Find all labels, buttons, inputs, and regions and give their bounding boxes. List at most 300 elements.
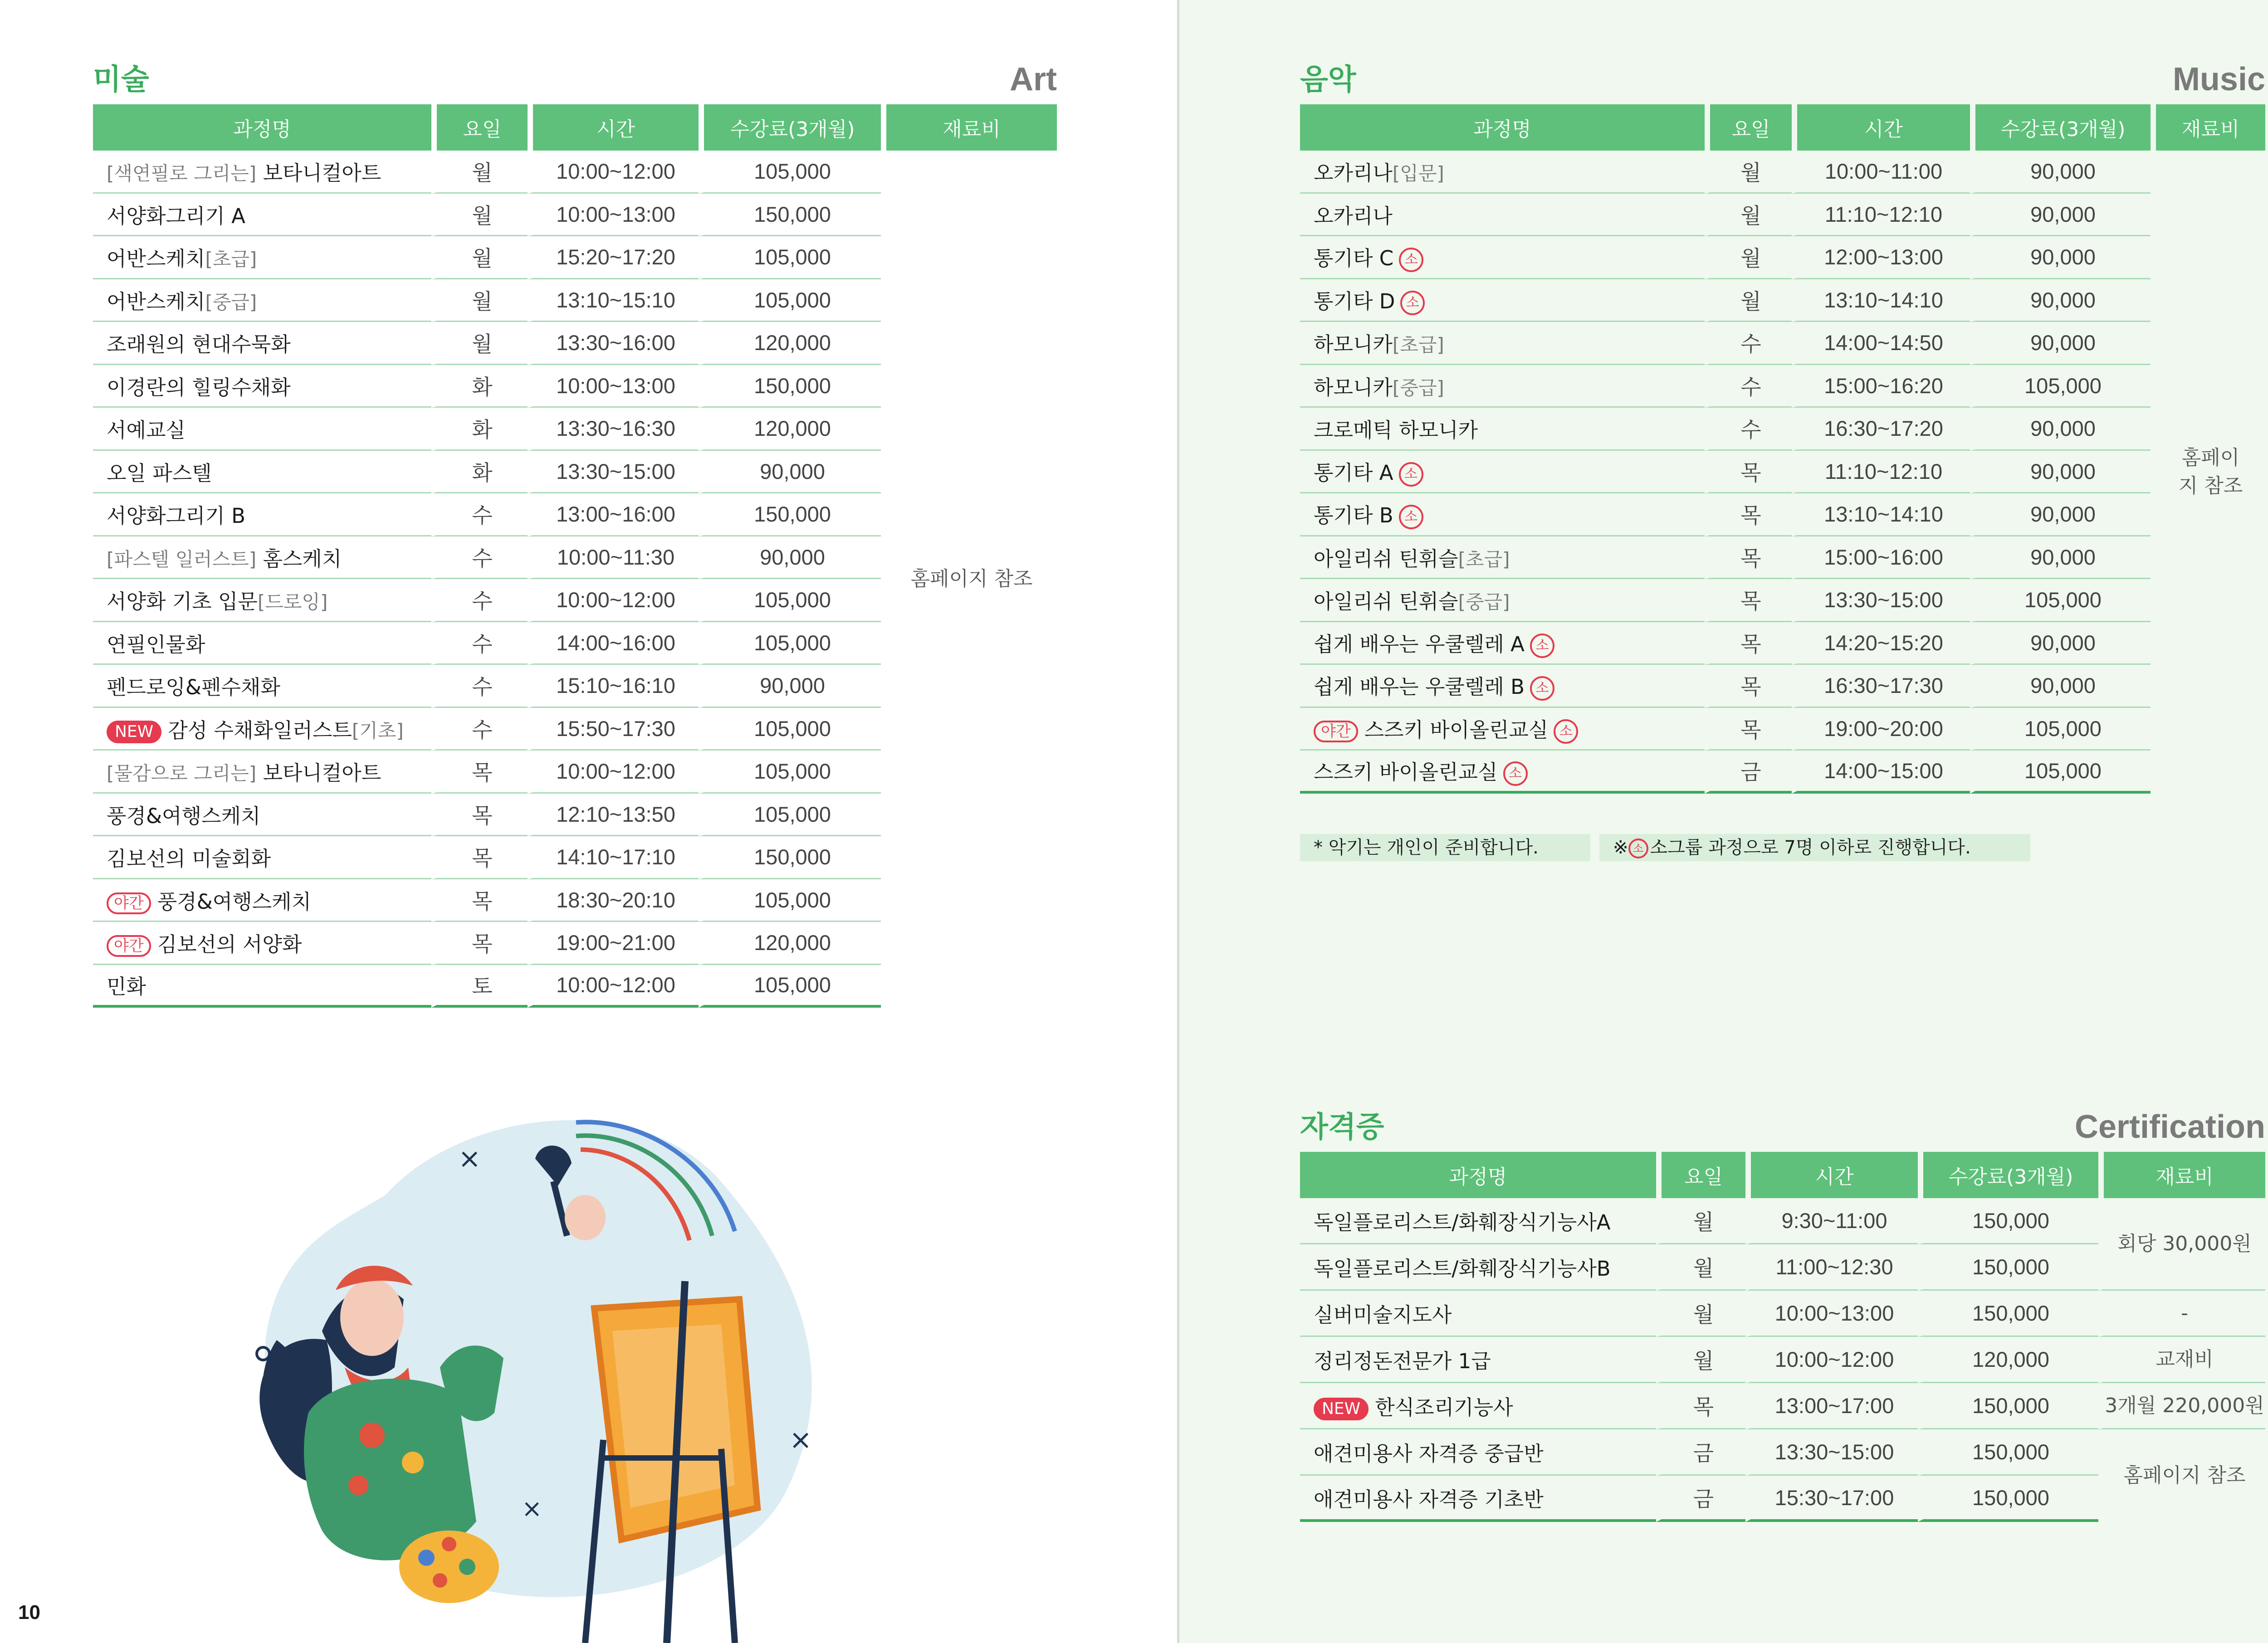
day-cell: 월 (1705, 236, 1792, 279)
course-name: 보타니컬아트 (263, 161, 381, 185)
day-cell: 월 (431, 279, 528, 322)
price-cell: 150,000 (1918, 1476, 2098, 1522)
time-cell: 13:30~15:00 (1745, 1429, 1918, 1476)
day-cell: 목 (431, 879, 528, 922)
price-cell: 120,000 (1918, 1337, 2098, 1383)
course-name-cell (93, 536, 431, 580)
course-name: 서양화그리기 B (107, 504, 245, 528)
price-cell: 105,000 (1970, 365, 2151, 408)
time-cell: 13:30~15:00 (1792, 579, 1970, 622)
table-row (1300, 665, 2265, 708)
table-row (1300, 1291, 2265, 1337)
day-cell: 월 (1656, 1244, 1745, 1291)
time-cell: 10:00~12:00 (1745, 1337, 1918, 1383)
time-cell: 13:30~15:00 (528, 451, 699, 494)
day-cell: 수 (431, 579, 528, 622)
day-cell: 월 (431, 322, 528, 365)
course-name: 통기타 D (1314, 289, 1395, 313)
time-cell: 12:00~13:00 (1792, 236, 1970, 279)
course-name-cell (1300, 1429, 1656, 1476)
music-section (1300, 54, 2265, 794)
course-name: 오카리나 (1314, 204, 1393, 228)
course-name-cell (1300, 1383, 1656, 1429)
course-name: 통기타 C (1314, 246, 1394, 271)
small-group-icon: 소 (1628, 839, 1648, 858)
day-cell: 목 (1656, 1383, 1745, 1429)
price-cell: 105,000 (699, 794, 881, 837)
cert-section (1300, 1102, 2265, 1522)
time-cell: 14:00~14:50 (1792, 322, 1970, 365)
art-header-col-0: 과정명 (93, 104, 431, 151)
day-cell: 목 (1705, 493, 1792, 536)
small-group-icon: 소 (1400, 291, 1425, 315)
course-name: 홈스케치 (263, 546, 342, 571)
time-cell: 15:50~17:30 (528, 708, 699, 751)
material-fee-cell: 회당 30,000원 (2098, 1198, 2265, 1291)
time-cell: 19:00~20:00 (1792, 708, 1970, 751)
time-cell: 15:20~17:20 (528, 236, 699, 279)
material-fee-cell: 홈페이지 참조 (2123, 1464, 2246, 1487)
table-row (1300, 365, 2265, 408)
course-name-cell (1300, 536, 1705, 580)
music-header-col-2: 시간 (1792, 104, 1970, 151)
day-cell: 월 (1656, 1291, 1745, 1337)
course-name: 서양화 기초 입문 (107, 590, 258, 614)
day-cell: 화 (431, 408, 528, 451)
day-cell: 목 (1705, 451, 1792, 494)
price-cell: 105,000 (699, 965, 881, 1008)
music-header-col-1: 요일 (1705, 104, 1792, 151)
time-cell: 9:30~11:00 (1745, 1198, 1918, 1244)
day-cell: 수 (431, 622, 528, 665)
time-cell: 18:30~20:10 (528, 879, 699, 922)
course-name: 아일리쉬 틴휘슬 (1314, 546, 1458, 571)
course-prefix: [색연필로 그리는] (107, 162, 257, 185)
day-cell: 월 (431, 236, 528, 279)
course-name-cell (93, 836, 431, 879)
course-name: 오일 파스텔 (107, 461, 212, 485)
table-row (1300, 279, 2265, 322)
svg-text:×: × (458, 1143, 481, 1175)
course-name-cell (1300, 1476, 1656, 1522)
svg-text:×: × (789, 1424, 812, 1456)
course-name: 보타니컬아트 (263, 761, 381, 785)
small-group-icon: 소 (1530, 634, 1554, 658)
price-cell: 105,000 (699, 151, 881, 194)
material-fee-cell: - (2098, 1291, 2265, 1337)
course-name-cell (1300, 151, 1705, 194)
price-cell: 105,000 (699, 622, 881, 665)
small-group-icon: 소 (1399, 248, 1423, 272)
day-cell: 화 (431, 365, 528, 408)
course-name-cell (1300, 451, 1705, 494)
time-cell: 16:30~17:30 (1792, 665, 1970, 708)
course-name: 하모니카 (1314, 332, 1393, 357)
price-cell: 150,000 (1918, 1383, 2098, 1429)
cert-header-col-0: 과정명 (1300, 1152, 1656, 1198)
time-cell: 14:00~16:00 (528, 622, 699, 665)
table-row (1300, 1198, 2265, 1244)
price-cell: 150,000 (1918, 1198, 2098, 1244)
note-text: 소그룹 과정으로 7명 이하로 진행합니다. (1650, 837, 1971, 858)
night-badge: 야간 (107, 892, 151, 914)
course-name-cell (1300, 622, 1705, 665)
svg-text:×: × (522, 1494, 543, 1523)
music-header-col-4: 재료비 (2151, 104, 2265, 151)
course-name-cell (93, 194, 431, 237)
day-cell: 금 (1656, 1476, 1745, 1522)
course-name: 풍경&여행스케치 (157, 889, 312, 914)
time-cell: 10:00~13:00 (1745, 1291, 1918, 1337)
time-cell: 10:00~12:00 (528, 751, 699, 794)
day-cell: 수 (1705, 365, 1792, 408)
cert-section-header (1300, 1102, 2265, 1152)
course-name: 한식조리기능사 (1375, 1395, 1513, 1419)
course-name-cell (93, 751, 431, 794)
price-cell: 105,000 (699, 879, 881, 922)
course-level: [중급] (1458, 591, 1510, 614)
course-name: 애견미용사 자격증 중급반 (1314, 1442, 1544, 1466)
course-name-cell (1300, 322, 1705, 365)
table-row (1300, 536, 2265, 580)
day-cell: 금 (1656, 1429, 1745, 1476)
price-cell: 150,000 (699, 493, 881, 536)
course-prefix: [물감으로 그리는] (107, 762, 257, 785)
course-name-cell (93, 493, 431, 536)
time-cell: 14:10~17:10 (528, 836, 699, 879)
right-page (1179, 0, 2268, 1643)
price-cell: 120,000 (699, 322, 881, 365)
course-name-cell (93, 322, 431, 365)
course-name-cell (93, 622, 431, 665)
night-badge: 야간 (1314, 721, 1358, 742)
course-name-cell (1300, 579, 1705, 622)
course-name-cell (1300, 1337, 1656, 1383)
table-row (1300, 751, 2265, 794)
music-section-title-en: Music (2172, 61, 2265, 98)
table-row (1300, 451, 2265, 494)
music-notes (1300, 834, 2030, 861)
day-cell: 수 (431, 665, 528, 708)
small-group-icon: 소 (1399, 505, 1423, 529)
day-cell: 월 (431, 151, 528, 194)
price-cell: 90,000 (699, 451, 881, 494)
price-cell: 90,000 (1970, 536, 2151, 580)
day-cell: 월 (431, 194, 528, 237)
music-note-small-group (1599, 834, 2030, 861)
price-cell: 105,000 (699, 279, 881, 322)
time-cell: 12:10~13:50 (528, 794, 699, 837)
day-cell: 목 (431, 922, 528, 965)
day-cell: 화 (431, 451, 528, 494)
course-name: 스즈키 바이올린교실 (1364, 717, 1549, 742)
art-section-title: 미술 (93, 63, 149, 97)
time-cell: 10:00~12:00 (528, 151, 699, 194)
material-fee-cell: 3개월 220,000원 (2098, 1383, 2265, 1429)
course-name: 스즈키 바이올린교실 (1314, 760, 1498, 784)
art-table-header (93, 104, 1057, 151)
course-name-cell (93, 879, 431, 922)
course-name: 감성 수채화일러스트 (168, 718, 352, 742)
cert-section-title-en: Certification (2074, 1109, 2265, 1145)
course-name-cell (93, 965, 431, 1008)
table-row (1300, 194, 2265, 237)
course-name: 쉽게 배우는 우쿨렐레 A (1314, 632, 1525, 656)
course-name-cell (93, 151, 431, 194)
price-cell: 105,000 (699, 708, 881, 751)
table-row (1300, 322, 2265, 365)
course-level: [초급] (205, 248, 257, 271)
cert-header-col-1: 요일 (1656, 1152, 1745, 1198)
time-cell: 15:00~16:20 (1792, 365, 1970, 408)
course-name-cell (93, 579, 431, 622)
course-name-cell (93, 236, 431, 279)
price-cell: 120,000 (699, 922, 881, 965)
music-table-header (1300, 104, 2265, 151)
course-name-cell (1300, 194, 1705, 237)
material-fee-cell: 홈페이지 참조 (910, 567, 1033, 591)
price-cell: 90,000 (1970, 322, 2151, 365)
course-name: 애견미용사 자격증 기초반 (1314, 1487, 1544, 1511)
course-name: 김보선의 서양화 (157, 932, 302, 957)
time-cell: 15:00~16:00 (1792, 536, 1970, 580)
course-name-cell (1300, 708, 1705, 751)
price-cell: 150,000 (699, 194, 881, 237)
new-badge: NEW (107, 721, 161, 743)
time-cell: 11:10~12:10 (1792, 194, 1970, 237)
price-cell: 90,000 (1970, 408, 2151, 451)
price-cell: 90,000 (1970, 622, 2151, 665)
course-name: 서예교실 (107, 418, 186, 443)
day-cell: 목 (1705, 579, 1792, 622)
price-cell: 90,000 (699, 665, 881, 708)
material-fee-cell: 홈페이지 참조 (2178, 446, 2243, 497)
day-cell: 토 (431, 965, 528, 1008)
cert-header-col-2: 시간 (1745, 1152, 1918, 1198)
art-header-col-2: 시간 (528, 104, 699, 151)
time-cell: 15:30~17:00 (1745, 1476, 1918, 1522)
day-cell: 목 (431, 836, 528, 879)
course-name: 연필인물화 (107, 632, 205, 657)
table-row (1300, 622, 2265, 665)
course-name: 김보선의 미술회화 (107, 847, 271, 871)
time-cell: 15:10~16:10 (528, 665, 699, 708)
price-cell: 90,000 (1970, 151, 2151, 194)
day-cell: 월 (1705, 151, 1792, 194)
day-cell: 금 (1705, 751, 1792, 794)
table-row (1300, 151, 2265, 194)
course-name-cell (93, 408, 431, 451)
time-cell: 19:00~21:00 (528, 922, 699, 965)
small-group-icon: 소 (1503, 761, 1528, 786)
time-cell: 16:30~17:20 (1792, 408, 1970, 451)
day-cell: 월 (1656, 1198, 1745, 1244)
music-header-col-3: 수강료(3개월) (1970, 104, 2151, 151)
course-name-cell (93, 365, 431, 408)
art-section-title-en: Art (1010, 61, 1057, 98)
music-section-header (1300, 54, 2265, 104)
material-fee-cell: 교재비 (2098, 1337, 2265, 1383)
cert-table-header (1300, 1152, 2265, 1198)
art-header-col-1: 요일 (431, 104, 528, 151)
course-name-cell (1300, 493, 1705, 536)
price-cell: 90,000 (1970, 451, 2151, 494)
day-cell: 목 (1705, 622, 1792, 665)
cert-course-table (1300, 1152, 2265, 1522)
course-name-cell (1300, 1198, 1656, 1244)
course-level: [기초] (352, 719, 404, 742)
day-cell: 목 (1705, 708, 1792, 751)
table-row (1300, 408, 2265, 451)
day-cell: 수 (1705, 322, 1792, 365)
course-level: [중급] (1392, 376, 1444, 399)
table-row (1300, 493, 2265, 536)
price-cell: 90,000 (1970, 493, 2151, 536)
course-name: 쉽게 배우는 우쿨렐레 B (1314, 675, 1525, 699)
price-cell: 120,000 (699, 408, 881, 451)
time-cell: 10:00~12:00 (528, 965, 699, 1008)
time-cell: 13:30~16:00 (528, 322, 699, 365)
price-cell: 90,000 (1970, 194, 2151, 237)
note-mark: ※ (1613, 837, 1628, 858)
course-name: 펜드로잉&펜수채화 (107, 675, 280, 700)
course-name: 통기타 A (1314, 460, 1393, 485)
cert-header-col-3: 수강료(3개월) (1918, 1152, 2098, 1198)
course-name-cell (93, 708, 431, 751)
price-cell: 150,000 (699, 836, 881, 879)
art-course-table (93, 104, 1057, 1008)
course-name-cell (1300, 1244, 1656, 1291)
price-cell: 105,000 (1970, 751, 2151, 794)
art-section (93, 54, 1057, 1008)
price-cell: 105,000 (1970, 579, 2151, 622)
price-cell: 150,000 (1918, 1291, 2098, 1337)
course-name-cell (1300, 665, 1705, 708)
page-number-left: 10 (18, 1601, 40, 1623)
day-cell: 목 (431, 751, 528, 794)
table-row (1300, 708, 2265, 751)
course-name-cell (93, 922, 431, 965)
time-cell: 14:20~15:20 (1792, 622, 1970, 665)
music-section-title: 음악 (1300, 63, 1356, 97)
day-cell: 목 (1705, 536, 1792, 580)
price-cell: 105,000 (699, 236, 881, 279)
course-name: 민화 (107, 975, 146, 999)
table-row (1300, 579, 2265, 622)
small-group-icon: 소 (1530, 676, 1554, 701)
day-cell: 월 (1705, 194, 1792, 237)
course-name: 어반스케치 (107, 247, 205, 271)
course-name-cell (93, 451, 431, 494)
course-name-cell (1300, 236, 1705, 279)
course-prefix: [파스텔 일러스트] (107, 548, 257, 570)
day-cell: 월 (1656, 1337, 1745, 1383)
course-name: 독일플로리스트/화훼장식기능사A (1314, 1210, 1611, 1234)
course-name-cell (1300, 408, 1705, 451)
price-cell: 90,000 (699, 536, 881, 580)
course-name: 조래원의 현대수묵화 (107, 332, 291, 357)
course-name: 하모니카 (1314, 375, 1393, 400)
price-cell: 150,000 (1918, 1244, 2098, 1291)
art-header-col-3: 수강료(3개월) (699, 104, 881, 151)
day-cell: 수 (431, 536, 528, 580)
course-name-cell (1300, 365, 1705, 408)
day-cell: 목 (431, 794, 528, 837)
table-row (1300, 1383, 2265, 1429)
price-cell: 90,000 (1970, 279, 2151, 322)
time-cell: 13:10~14:10 (1792, 493, 1970, 536)
course-level: [드로잉] (257, 591, 328, 614)
course-name-cell (1300, 279, 1705, 322)
table-row (1300, 236, 2265, 279)
time-cell: 13:10~15:10 (528, 279, 699, 322)
day-cell: 목 (1705, 665, 1792, 708)
price-cell: 90,000 (1970, 236, 2151, 279)
time-cell: 13:30~16:30 (528, 408, 699, 451)
course-name: 풍경&여행스케치 (107, 804, 261, 828)
course-name: 서양화그리기 A (107, 204, 245, 228)
course-name-cell (93, 665, 431, 708)
time-cell: 11:00~12:30 (1745, 1244, 1918, 1291)
day-cell: 수 (431, 708, 528, 751)
course-name: 실버미술지도사 (1314, 1303, 1452, 1327)
art-section-header (93, 54, 1057, 104)
course-level: [입문] (1392, 162, 1444, 185)
course-level: [초급] (1458, 548, 1510, 570)
time-cell: 13:00~16:00 (528, 493, 699, 536)
small-group-icon: 소 (1554, 719, 1578, 744)
course-name: 독일플로리스트/화훼장식기능사B (1314, 1257, 1611, 1281)
course-name: 어반스케치 (107, 289, 205, 314)
cert-section-title: 자격증 (1300, 1111, 1384, 1144)
night-badge: 야간 (107, 935, 151, 957)
course-level: [초급] (1392, 334, 1444, 356)
course-name: 통기타 B (1314, 503, 1393, 528)
course-name: 오카리나 (1314, 161, 1393, 185)
time-cell: 10:00~12:00 (528, 579, 699, 622)
day-cell: 수 (1705, 408, 1792, 451)
music-header-col-0: 과정명 (1300, 104, 1705, 151)
day-cell: 수 (431, 493, 528, 536)
course-name: 정리정돈전문가 1급 (1314, 1349, 1491, 1373)
day-cell: 월 (1705, 279, 1792, 322)
time-cell: 13:00~17:00 (1745, 1383, 1918, 1429)
time-cell: 10:00~11:00 (1792, 151, 1970, 194)
table-row (93, 151, 1057, 194)
price-cell: 105,000 (699, 579, 881, 622)
course-name-cell (93, 279, 431, 322)
time-cell: 10:00~13:00 (528, 365, 699, 408)
painter-illustration (222, 1086, 875, 1643)
music-course-table (1300, 104, 2265, 794)
art-header-col-4: 재료비 (881, 104, 1057, 151)
time-cell: 14:00~15:00 (1792, 751, 1970, 794)
course-level: [중급] (205, 291, 257, 313)
small-group-icon: 소 (1399, 462, 1423, 487)
time-cell: 10:00~13:00 (528, 194, 699, 237)
price-cell: 150,000 (699, 365, 881, 408)
price-cell: 90,000 (1970, 665, 2151, 708)
course-name-cell (93, 794, 431, 837)
cert-header-col-4: 재료비 (2098, 1152, 2265, 1198)
price-cell: 150,000 (1918, 1429, 2098, 1476)
course-name: 크로메틱 하모니카 (1314, 418, 1478, 443)
music-note-instrument: * 악기는 개인이 준비합니다. (1300, 834, 1590, 861)
time-cell: 11:10~12:10 (1792, 451, 1970, 494)
course-name-cell (1300, 751, 1705, 794)
course-name: 이경란의 힐링수채화 (107, 375, 291, 400)
table-row (1300, 1429, 2265, 1476)
